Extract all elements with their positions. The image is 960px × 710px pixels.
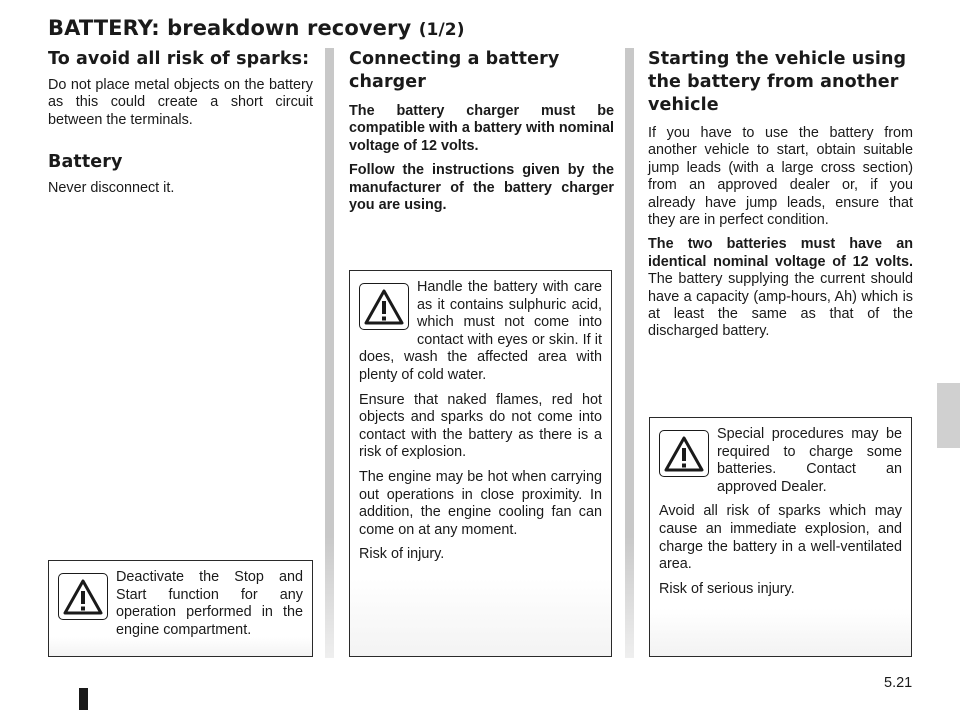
jump-leads-paragraph: If you have to use the battery from another vehicle to start, obtain suitable jump leads (with a large cross section) from an approved dealer or, if you already have jump leads, ensure that they are in perfect condition. xyxy=(648,125,913,229)
crop-mark xyxy=(79,688,88,710)
special-procedures-warning-box xyxy=(649,417,912,657)
charger-compat-paragraph: The battery charger must be compatible with a battery with nominal voltage of 12 volts. xyxy=(349,103,614,154)
voltage-paragraph xyxy=(648,236,913,340)
title-text: BATTERY: breakdown recovery xyxy=(48,16,412,40)
acid-warning-box xyxy=(349,270,612,657)
charger-instructions-paragraph: Follow the instructions given by the manufacturer of the battery charger you are using. xyxy=(349,162,614,214)
jump-start-heading: Starting the vehicle using the battery from another vehicle xyxy=(648,49,907,115)
stop-start-warning-box xyxy=(48,560,313,657)
avoid-sparks-text: Avoid all risk of sparks which may cause an immediate explosion, and charge the battery in a well-ventilated area. xyxy=(659,503,902,573)
battery-paragraph: Never disconnect it. xyxy=(48,180,175,197)
title-part-indicator: (1/2) xyxy=(418,20,465,40)
page-number: 5.21 xyxy=(884,675,913,691)
engine-hot-warning-text: The engine may be hot when carrying out operations in close proximity. In addition, the engine cooling fan can come on at any moment. xyxy=(359,468,602,538)
warning-triangle-icon xyxy=(58,573,108,620)
column-jump-start xyxy=(648,48,913,348)
flames-warning-text: Ensure that naked flames, red hot objects and sparks do not come into contact with the battery as there is a risk of explosion. xyxy=(359,391,602,461)
page-title xyxy=(48,16,465,40)
injury-warning-text: Risk of injury. xyxy=(359,546,445,563)
acid-warning-text: Handle the battery with care as it contains sulphuric acid, which must not come into contact with eyes or skin. If it does, wash the affected area with plenty of cold water. xyxy=(359,279,602,383)
stop-start-warning-text: Deactivate the Stop and Start function for any operation performed in the engine compartment. xyxy=(116,569,303,638)
column-divider xyxy=(625,48,634,658)
section-tab xyxy=(937,383,960,448)
charger-heading: Connecting a battery charger xyxy=(349,49,560,92)
voltage-bold-text: The two batteries must have an identical nominal voltage of 12 volts. xyxy=(648,236,913,270)
warning-triangle-icon xyxy=(659,430,709,477)
battery-heading: Battery xyxy=(48,152,123,173)
sparks-heading: To avoid all risk of sparks: xyxy=(48,49,310,69)
column-sparks xyxy=(48,48,313,205)
column-divider xyxy=(325,48,334,658)
sparks-paragraph: Do not place metal objects on the battery as this could create a short circuit between the terminals. xyxy=(48,77,313,128)
warning-triangle-icon xyxy=(359,283,409,330)
voltage-rest-text: The battery supplying the current should have a capacity (amp-hours, Ah) which is at least the same as that of the discharged battery. xyxy=(648,271,913,340)
column-charger xyxy=(349,48,614,221)
serious-injury-text: Risk of serious injury. xyxy=(659,580,795,597)
special-procedures-text: Special procedures may be required to charge some batteries. Contact an approved Dealer. xyxy=(717,426,902,495)
